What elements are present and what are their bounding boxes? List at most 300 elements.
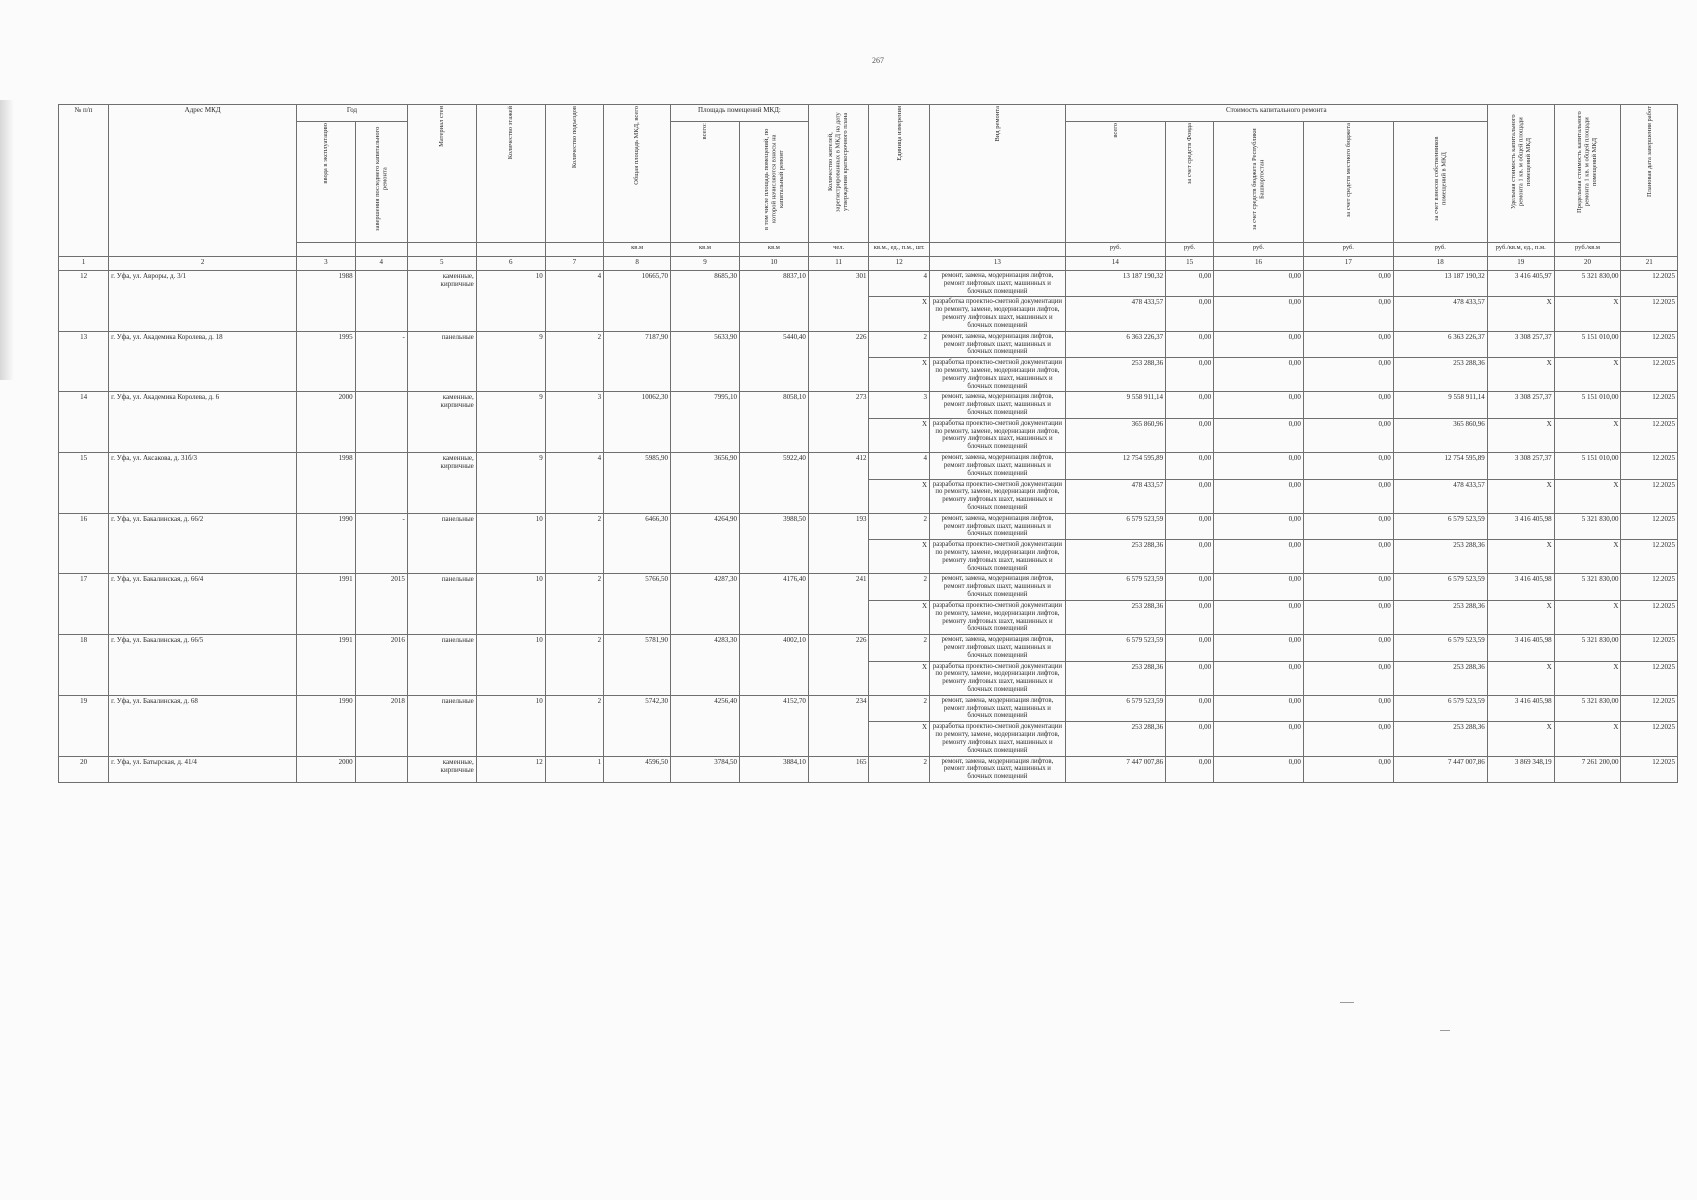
cell-floors: 9 <box>476 392 545 453</box>
column-number: 18 <box>1393 257 1487 271</box>
cell-entrances: 3 <box>545 392 603 453</box>
cell-cost-local: 0,00 <box>1303 722 1393 756</box>
cell-repair-year <box>355 453 407 514</box>
cell-cost-rb: 0,00 <box>1214 479 1304 513</box>
header-planned-date: Плановая дата завершения работ <box>1621 105 1678 257</box>
cell-unit-cost: 3 308 257,37 <box>1487 331 1554 357</box>
cell-cost-local: 0,00 <box>1303 635 1393 661</box>
cell-entrances: 2 <box>545 331 603 392</box>
cell-unit-cost: X <box>1487 418 1554 452</box>
cell-cost-fund: 0,00 <box>1166 358 1214 392</box>
cell-material: каменные, кирпичные <box>407 756 476 782</box>
header-wall-material: Материал стен <box>407 105 476 243</box>
cell-address: г. Уфа, ул. Авроры, д. 3/1 <box>109 271 297 332</box>
cell-cost-local: 0,00 <box>1303 331 1393 357</box>
cell-planned-date: 12.2025 <box>1621 453 1678 479</box>
cell-quantity: X <box>869 297 930 331</box>
cell-repair-year <box>355 271 407 332</box>
cell-unit-cost: X <box>1487 358 1554 392</box>
column-number: 17 <box>1303 257 1393 271</box>
header-unit-max-cost: руб./кв.м <box>1554 243 1621 257</box>
cell-quantity: 3 <box>869 392 930 418</box>
cell-residents: 301 <box>808 271 869 332</box>
header-cost-owners: за счет взносов собственников помещений в МКД <box>1393 122 1487 243</box>
cell-no: 19 <box>59 695 109 756</box>
header-cost-rb: за счет средств бюджета Республики Башкортостан <box>1214 122 1304 243</box>
cell-total-area: 5985,90 <box>604 453 671 514</box>
column-number: 8 <box>604 257 671 271</box>
cell-repair-type: разработка проектно-сметной документации по ремонту, замене, модернизации лифтов, ремонту лифтовых шахт, машинных и блочных помещений <box>930 600 1066 634</box>
cell-area-all: 3784,50 <box>671 756 740 782</box>
cell-repair-type: ремонт, замена, модернизация лифтов, ремонт лифтовых шахт, машинных и блочных помещений <box>930 271 1066 297</box>
cell-repair-type: ремонт, замена, модернизация лифтов, ремонт лифтовых шахт, машинных и блочных помещений <box>930 695 1066 721</box>
column-number: 6 <box>476 257 545 271</box>
cell-cost-owners: 253 288,36 <box>1393 661 1487 695</box>
scan-mark <box>1440 1030 1450 1031</box>
cell-cost-fund: 0,00 <box>1166 722 1214 756</box>
scan-edge-shadow <box>0 100 14 380</box>
cell-cost-local: 0,00 <box>1303 392 1393 418</box>
cell-total-area: 5766,50 <box>604 574 671 635</box>
cell-planned-date: 12.2025 <box>1621 756 1678 782</box>
cell-cost-rb: 0,00 <box>1214 392 1304 418</box>
table-row <box>59 574 1678 600</box>
cell-cost-total: 253 288,36 <box>1065 722 1165 756</box>
cell-cost-owners: 6 579 523,59 <box>1393 574 1487 600</box>
cell-area-all: 5633,90 <box>671 331 740 392</box>
table-row <box>59 453 1678 479</box>
column-number: 1 <box>59 257 109 271</box>
column-number: 14 <box>1065 257 1165 271</box>
cell-cost-total: 6 363 226,37 <box>1065 331 1165 357</box>
cell-max-cost: X <box>1554 418 1621 452</box>
cell-max-cost: X <box>1554 722 1621 756</box>
cell-planned-date: 12.2025 <box>1621 540 1678 574</box>
cell-quantity: X <box>869 358 930 392</box>
cell-max-cost: 5 321 830,00 <box>1554 271 1621 297</box>
cell-address: г. Уфа, ул. Бакалинская, д. 68 <box>109 695 297 756</box>
cell-cost-local: 0,00 <box>1303 756 1393 782</box>
cell-repair-type: ремонт, замена, модернизация лифтов, ремонт лифтовых шахт, машинных и блочных помещений <box>930 574 1066 600</box>
header-premises-group: Площадь помещений МКД: <box>671 105 809 122</box>
header-entrances: Количество подъездов <box>545 105 603 243</box>
cell-cost-fund: 0,00 <box>1166 635 1214 661</box>
cell-cost-fund: 0,00 <box>1166 540 1214 574</box>
cell-unit-cost: 3 308 257,37 <box>1487 453 1554 479</box>
header-unit-blank <box>545 243 603 257</box>
cell-no: 15 <box>59 453 109 514</box>
cell-cost-rb: 0,00 <box>1214 271 1304 297</box>
cell-material: панельные <box>407 574 476 635</box>
cell-cost-fund: 0,00 <box>1166 756 1214 782</box>
cell-unit-cost: X <box>1487 540 1554 574</box>
cell-cost-fund: 0,00 <box>1166 695 1214 721</box>
cell-cost-local: 0,00 <box>1303 297 1393 331</box>
cell-repair-type: ремонт, замена, модернизация лифтов, ремонт лифтовых шахт, машинных и блочных помещений <box>930 756 1066 782</box>
header-address: Адрес МКД <box>109 105 297 257</box>
header-floors: Количество этажей <box>476 105 545 243</box>
header-unit-cost-fund: руб. <box>1166 243 1214 257</box>
cell-year: 2000 <box>297 756 355 782</box>
cell-repair-year: - <box>355 513 407 574</box>
cell-year: 1991 <box>297 574 355 635</box>
cell-quantity: 2 <box>869 635 930 661</box>
cell-quantity: 2 <box>869 513 930 539</box>
cell-material: панельные <box>407 513 476 574</box>
cell-entrances: 4 <box>545 271 603 332</box>
cell-quantity: 2 <box>869 574 930 600</box>
cell-year: 1995 <box>297 331 355 392</box>
cell-floors: 10 <box>476 271 545 332</box>
cell-repair-year: - <box>355 331 407 392</box>
cell-entrances: 2 <box>545 695 603 756</box>
cell-cost-fund: 0,00 <box>1166 574 1214 600</box>
cell-max-cost: X <box>1554 479 1621 513</box>
cell-no: 17 <box>59 574 109 635</box>
cell-cost-owners: 6 579 523,59 <box>1393 635 1487 661</box>
cell-material: каменные, кирпичные <box>407 392 476 453</box>
cell-unit-cost: 3 308 257,37 <box>1487 392 1554 418</box>
cell-no: 12 <box>59 271 109 332</box>
cell-cost-fund: 0,00 <box>1166 513 1214 539</box>
cell-residents: 193 <box>808 513 869 574</box>
column-number: 5 <box>407 257 476 271</box>
cell-no: 20 <box>59 756 109 782</box>
header-unit-measure-value: кв.м., ед., п.м., шт. <box>869 243 930 257</box>
header-unit-premises-repair: кв.м <box>739 243 808 257</box>
cell-area-repair: 3988,50 <box>739 513 808 574</box>
header-year-group: Год <box>297 105 408 122</box>
cell-cost-fund: 0,00 <box>1166 297 1214 331</box>
cell-address: г. Уфа, ул. Бакалинская, д. 66/2 <box>109 513 297 574</box>
cell-entrances: 1 <box>545 756 603 782</box>
cell-repair-year <box>355 392 407 453</box>
table-row <box>59 635 1678 661</box>
cell-quantity: X <box>869 661 930 695</box>
cell-residents: 273 <box>808 392 869 453</box>
cell-cost-total: 365 860,96 <box>1065 418 1165 452</box>
cell-cost-fund: 0,00 <box>1166 392 1214 418</box>
cell-cost-fund: 0,00 <box>1166 453 1214 479</box>
header-cost-fund: за счет средств Фонда <box>1166 122 1214 243</box>
table-body <box>59 271 1678 783</box>
cell-cost-owners: 253 288,36 <box>1393 358 1487 392</box>
cell-residents: 234 <box>808 695 869 756</box>
cell-total-area: 6466,30 <box>604 513 671 574</box>
header-unit-premises-total: кв.м <box>671 243 740 257</box>
cell-residents: 412 <box>808 453 869 514</box>
table-row <box>59 271 1678 297</box>
column-number: 19 <box>1487 257 1554 271</box>
cell-year: 1998 <box>297 453 355 514</box>
table-row <box>59 695 1678 721</box>
cell-planned-date: 12.2025 <box>1621 331 1678 357</box>
header-year-last-repair: завершения последнего капитального ремонта <box>355 122 407 243</box>
header-max-cost: Предельная стоимость капитального ремонта 1 кв. м общей площади помещений МКД <box>1554 105 1621 243</box>
cell-total-area: 10062,30 <box>604 392 671 453</box>
cell-no: 13 <box>59 331 109 392</box>
header-residents: Количество жителей, зарегистрированных в МКД на дату утверждения краткосрочного плана <box>808 105 869 243</box>
cell-planned-date: 12.2025 <box>1621 722 1678 756</box>
header-unit-total-area: кв.м <box>604 243 671 257</box>
cell-floors: 10 <box>476 635 545 696</box>
cell-unit-cost: X <box>1487 661 1554 695</box>
cell-max-cost: 5 151 010,00 <box>1554 453 1621 479</box>
cell-repair-year: 2018 <box>355 695 407 756</box>
cell-cost-rb: 0,00 <box>1214 297 1304 331</box>
cell-quantity: X <box>869 418 930 452</box>
cell-no: 16 <box>59 513 109 574</box>
cell-planned-date: 12.2025 <box>1621 358 1678 392</box>
header-unit-cost-local: руб. <box>1303 243 1393 257</box>
cell-residents: 226 <box>808 635 869 696</box>
cell-cost-total: 478 433,57 <box>1065 297 1165 331</box>
cell-cost-total: 13 187 190,32 <box>1065 271 1165 297</box>
cell-cost-local: 0,00 <box>1303 661 1393 695</box>
cell-quantity: 2 <box>869 756 930 782</box>
header-premises-repair: в том числе площадь помещений, по которой начисляются взносы на капитальный ремонт <box>739 122 808 243</box>
cell-repair-type: ремонт, замена, модернизация лифтов, ремонт лифтовых шахт, машинных и блочных помещений <box>930 513 1066 539</box>
cell-year: 1988 <box>297 271 355 332</box>
scan-mark <box>1340 1002 1354 1003</box>
cell-address: г. Уфа, ул. Аксакова, д. 31б/3 <box>109 453 297 514</box>
cell-planned-date: 12.2025 <box>1621 695 1678 721</box>
cell-cost-owners: 6 579 523,59 <box>1393 695 1487 721</box>
cell-cost-total: 9 558 911,14 <box>1065 392 1165 418</box>
cell-cost-fund: 0,00 <box>1166 271 1214 297</box>
header-cost-group: Стоимость капитального ремонта <box>1065 105 1487 122</box>
cell-max-cost: 5 151 010,00 <box>1554 331 1621 357</box>
cell-entrances: 2 <box>545 635 603 696</box>
cell-cost-rb: 0,00 <box>1214 695 1304 721</box>
cell-address: г. Уфа, ул. Академика Королева, д. 6 <box>109 392 297 453</box>
cell-cost-local: 0,00 <box>1303 453 1393 479</box>
cell-address: г. Уфа, ул. Батырская, д. 41/4 <box>109 756 297 782</box>
cell-cost-local: 0,00 <box>1303 418 1393 452</box>
cell-cost-local: 0,00 <box>1303 540 1393 574</box>
cell-repair-type: разработка проектно-сметной документации по ремонту, замене, модернизации лифтов, ремонту лифтовых шахт, машинных и блочных помещений <box>930 479 1066 513</box>
cell-cost-total: 253 288,36 <box>1065 600 1165 634</box>
cell-total-area: 5781,90 <box>604 635 671 696</box>
header-unit-unit-cost: руб./кв.м, ед., п.м. <box>1487 243 1554 257</box>
cell-planned-date: 12.2025 <box>1621 271 1678 297</box>
repair-plan-sheet <box>58 104 1678 783</box>
cell-planned-date: 12.2025 <box>1621 392 1678 418</box>
cell-planned-date: 12.2025 <box>1621 635 1678 661</box>
header-unit-blank <box>407 243 476 257</box>
cell-year: 1990 <box>297 695 355 756</box>
cell-area-repair: 3884,10 <box>739 756 808 782</box>
cell-area-all: 8685,30 <box>671 271 740 332</box>
cell-cost-owners: 6 363 226,37 <box>1393 331 1487 357</box>
cell-unit-cost: 3 416 405,98 <box>1487 513 1554 539</box>
cell-repair-type: ремонт, замена, модернизация лифтов, ремонт лифтовых шахт, машинных и блочных помещений <box>930 635 1066 661</box>
cell-cost-rb: 0,00 <box>1214 574 1304 600</box>
cell-unit-cost: X <box>1487 722 1554 756</box>
header-unit-residents: чел. <box>808 243 869 257</box>
cell-area-repair: 8058,10 <box>739 392 808 453</box>
cell-repair-year: 2015 <box>355 574 407 635</box>
cell-area-all: 4283,30 <box>671 635 740 696</box>
cell-cost-rb: 0,00 <box>1214 600 1304 634</box>
cell-planned-date: 12.2025 <box>1621 297 1678 331</box>
cell-unit-cost: X <box>1487 479 1554 513</box>
cell-cost-total: 253 288,36 <box>1065 661 1165 695</box>
cell-max-cost: 5 151 010,00 <box>1554 392 1621 418</box>
cell-planned-date: 12.2025 <box>1621 600 1678 634</box>
cell-entrances: 4 <box>545 453 603 514</box>
cell-cost-rb: 0,00 <box>1214 722 1304 756</box>
cell-cost-local: 0,00 <box>1303 479 1393 513</box>
cell-cost-owners: 6 579 523,59 <box>1393 513 1487 539</box>
table-row <box>59 331 1678 357</box>
header-unit-cost-total: руб. <box>1065 243 1165 257</box>
cell-entrances: 2 <box>545 574 603 635</box>
column-number: 9 <box>671 257 740 271</box>
cell-planned-date: 12.2025 <box>1621 479 1678 513</box>
column-number: 20 <box>1554 257 1621 271</box>
cell-area-all: 4256,40 <box>671 695 740 756</box>
cell-cost-owners: 7 447 007,86 <box>1393 756 1487 782</box>
header-unit-cost-owners: руб. <box>1393 243 1487 257</box>
cell-cost-fund: 0,00 <box>1166 600 1214 634</box>
cell-planned-date: 12.2025 <box>1621 513 1678 539</box>
cell-quantity: 2 <box>869 331 930 357</box>
cell-cost-rb: 0,00 <box>1214 513 1304 539</box>
header-unit-cost: Удельная стоимость капитального ремонта 1 кв. м общей площади помещений МКД <box>1487 105 1554 243</box>
cell-cost-total: 253 288,36 <box>1065 358 1165 392</box>
cell-cost-local: 0,00 <box>1303 574 1393 600</box>
column-number: 2 <box>109 257 297 271</box>
cell-total-area: 10665,70 <box>604 271 671 332</box>
cell-area-all: 4264,90 <box>671 513 740 574</box>
column-number: 21 <box>1621 257 1678 271</box>
cell-repair-type: разработка проектно-сметной документации по ремонту, замене, модернизации лифтов, ремонту лифтовых шахт, машинных и блочных помещений <box>930 661 1066 695</box>
column-number: 3 <box>297 257 355 271</box>
header-cost-total: всего <box>1065 122 1165 243</box>
cell-area-repair: 4002,10 <box>739 635 808 696</box>
cell-area-all: 3656,90 <box>671 453 740 514</box>
cell-cost-local: 0,00 <box>1303 358 1393 392</box>
cell-residents: 226 <box>808 331 869 392</box>
cell-cost-rb: 0,00 <box>1214 418 1304 452</box>
cell-quantity: 2 <box>869 695 930 721</box>
cell-planned-date: 12.2025 <box>1621 418 1678 452</box>
header-unit-blank <box>355 243 407 257</box>
cell-quantity: X <box>869 722 930 756</box>
cell-total-area: 7187,90 <box>604 331 671 392</box>
cell-quantity: X <box>869 600 930 634</box>
cell-quantity: 4 <box>869 453 930 479</box>
cell-cost-fund: 0,00 <box>1166 479 1214 513</box>
cell-address: г. Уфа, ул. Бакалинская, д. 66/4 <box>109 574 297 635</box>
cell-cost-local: 0,00 <box>1303 513 1393 539</box>
cell-cost-owners: 253 288,36 <box>1393 540 1487 574</box>
cell-repair-type: разработка проектно-сметной документации по ремонту, замене, модернизации лифтов, ремонту лифтовых шахт, машинных и блочных помещений <box>930 358 1066 392</box>
header-unit-blank <box>297 243 355 257</box>
cell-cost-local: 0,00 <box>1303 695 1393 721</box>
cell-area-repair: 4152,70 <box>739 695 808 756</box>
cell-unit-cost: 3 416 405,97 <box>1487 271 1554 297</box>
cell-floors: 9 <box>476 331 545 392</box>
header-total-area: Общая площадь МКД, всего <box>604 105 671 243</box>
column-number: 12 <box>869 257 930 271</box>
cell-cost-owners: 478 433,57 <box>1393 297 1487 331</box>
column-number: 7 <box>545 257 603 271</box>
cell-unit-cost: 3 416 405,98 <box>1487 695 1554 721</box>
page-number: 267 <box>872 56 884 65</box>
cell-cost-rb: 0,00 <box>1214 358 1304 392</box>
cell-cost-owners: 478 433,57 <box>1393 479 1487 513</box>
cell-repair-type: ремонт, замена, модернизация лифтов, ремонт лифтовых шахт, машинных и блочных помещений <box>930 392 1066 418</box>
cell-cost-rb: 0,00 <box>1214 661 1304 695</box>
header-premises-total: всего: <box>671 122 740 243</box>
cell-cost-local: 0,00 <box>1303 271 1393 297</box>
cell-max-cost: X <box>1554 600 1621 634</box>
cell-max-cost: X <box>1554 358 1621 392</box>
header-unit-measure: Единица измерения <box>869 105 930 243</box>
cell-max-cost: 5 321 830,00 <box>1554 574 1621 600</box>
cell-cost-rb: 0,00 <box>1214 540 1304 574</box>
cell-cost-total: 12 754 595,89 <box>1065 453 1165 479</box>
cell-repair-year <box>355 756 407 782</box>
cell-material: панельные <box>407 635 476 696</box>
cell-max-cost: 5 321 830,00 <box>1554 513 1621 539</box>
cell-cost-local: 0,00 <box>1303 600 1393 634</box>
cell-repair-type: разработка проектно-сметной документации по ремонту, замене, модернизации лифтов, ремонту лифтовых шахт, машинных и блочных помещений <box>930 722 1066 756</box>
cell-cost-rb: 0,00 <box>1214 635 1304 661</box>
cell-year: 1991 <box>297 635 355 696</box>
cell-repair-type: разработка проектно-сметной документации по ремонту, замене, модернизации лифтов, ремонту лифтовых шахт, машинных и блочных помещений <box>930 540 1066 574</box>
cell-unit-cost: 3 416 405,98 <box>1487 574 1554 600</box>
header-year-commissioning: ввода в эксплуатацию <box>297 122 355 243</box>
cell-year: 2000 <box>297 392 355 453</box>
cell-cost-owners: 12 754 595,89 <box>1393 453 1487 479</box>
cell-material: каменные, кирпичные <box>407 453 476 514</box>
cell-cost-owners: 9 558 911,14 <box>1393 392 1487 418</box>
column-number: 11 <box>808 257 869 271</box>
cell-cost-owners: 253 288,36 <box>1393 722 1487 756</box>
header-unit-blank <box>476 243 545 257</box>
cell-cost-total: 7 447 007,86 <box>1065 756 1165 782</box>
cell-area-repair: 5440,40 <box>739 331 808 392</box>
cell-repair-type: разработка проектно-сметной документации по ремонту, замене, модернизации лифтов, ремонту лифтовых шахт, машинных и блочных помещений <box>930 418 1066 452</box>
cell-material: панельные <box>407 695 476 756</box>
cell-planned-date: 12.2025 <box>1621 661 1678 695</box>
cell-cost-fund: 0,00 <box>1166 418 1214 452</box>
cell-area-repair: 4176,40 <box>739 574 808 635</box>
cell-max-cost: X <box>1554 297 1621 331</box>
cell-quantity: X <box>869 479 930 513</box>
cell-no: 14 <box>59 392 109 453</box>
cell-max-cost: 5 321 830,00 <box>1554 695 1621 721</box>
cell-year: 1990 <box>297 513 355 574</box>
cell-unit-cost: 3 869 348,19 <box>1487 756 1554 782</box>
cell-address: г. Уфа, ул. Бакалинская, д. 66/5 <box>109 635 297 696</box>
cell-max-cost: 7 261 200,00 <box>1554 756 1621 782</box>
header-unit-cost-rb: руб. <box>1214 243 1304 257</box>
header-unit-blank <box>930 243 1066 257</box>
cell-cost-total: 6 579 523,59 <box>1065 574 1165 600</box>
column-number: 15 <box>1166 257 1214 271</box>
table-row <box>59 756 1678 782</box>
cell-cost-owners: 13 187 190,32 <box>1393 271 1487 297</box>
column-number: 13 <box>930 257 1066 271</box>
table-row <box>59 513 1678 539</box>
capital-repair-table <box>58 104 1678 783</box>
column-number: 4 <box>355 257 407 271</box>
cell-cost-rb: 0,00 <box>1214 453 1304 479</box>
